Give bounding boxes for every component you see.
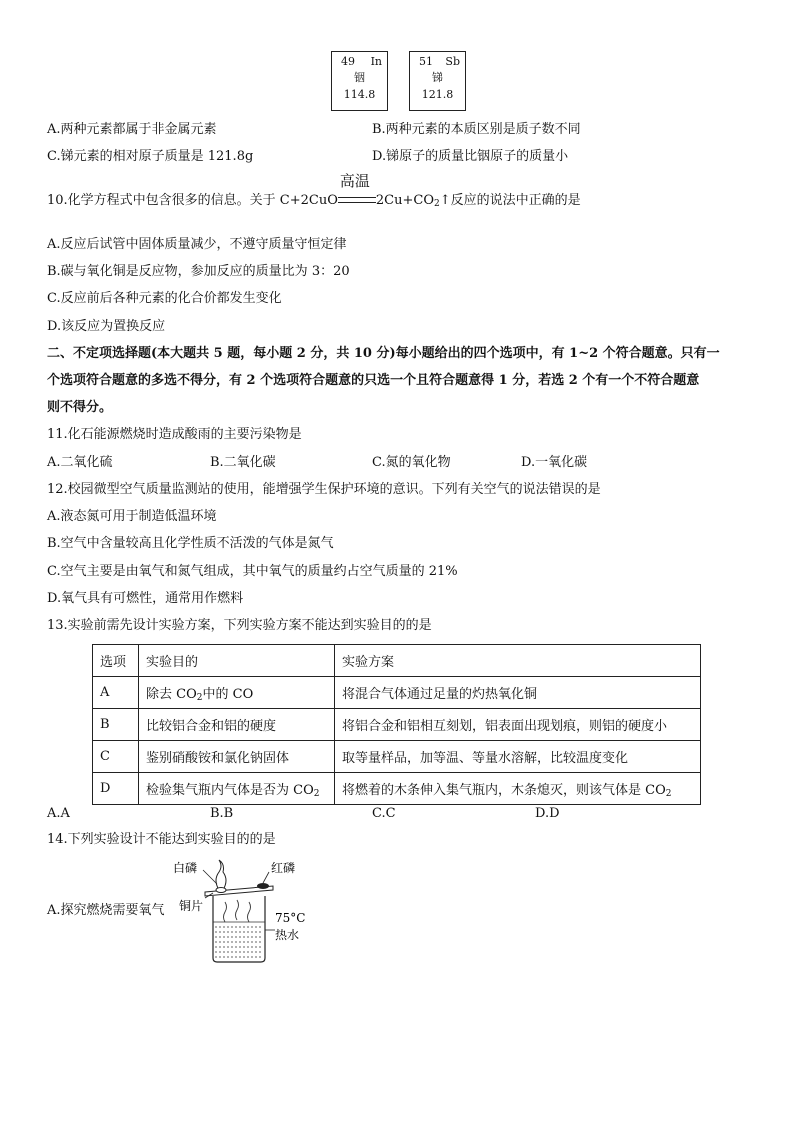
- q13-stem: 13.实验前需先设计实验方案，下列实验方案不能达到实验目的的是: [47, 618, 432, 633]
- atomic-mass: 121.8: [421, 88, 454, 101]
- table-cell-plan: 将铝合金和铝相互刻划，铝表面出现划痕，则铝的硬度小: [335, 709, 701, 741]
- element-name: 铟: [354, 71, 365, 84]
- leader-lines: [203, 870, 275, 930]
- temperature-label: 75°C: [275, 911, 306, 925]
- q11-option-b: B.二氧化碳: [210, 455, 276, 470]
- q14-stem: 14.下列实验设计不能达到实验目的的是: [47, 832, 276, 847]
- q12-option-a: A.液态氮可用于制造低温环境: [47, 509, 217, 524]
- table-cell-goal: [139, 773, 335, 805]
- q10-stem-suffix: ↑反应的说法中正确的是: [439, 193, 581, 208]
- reaction-condition-sign: [338, 171, 376, 208]
- q9-option-c: C.锑元素的相对原子质量是 121.8g: [47, 149, 254, 164]
- q13-option-d: D.D: [535, 806, 560, 821]
- table-row: [93, 773, 701, 805]
- table-cell-goal: [139, 677, 335, 709]
- red-phosphorus: [257, 883, 269, 889]
- steam-lines: [224, 900, 251, 922]
- white-phosphorus: [216, 860, 226, 893]
- q10-option-c: C.反应前后各种元素的化合价都发生变化: [47, 291, 282, 306]
- q13-option-c: C.C: [372, 806, 396, 821]
- atomic-mass: 114.8: [343, 88, 376, 101]
- combustion-experiment-figure: [165, 850, 315, 965]
- table-row: [93, 741, 701, 773]
- table-cell-goal: 鉴别硝酸铵和氯化钠固体: [139, 741, 335, 773]
- section2-line3: 则不得分。: [47, 400, 113, 415]
- element-symbol: Sb: [445, 55, 460, 68]
- goal-text-post: 中的 CO: [202, 687, 254, 702]
- q11-stem: 11.化石能源燃烧时造成酸雨的主要污染物是: [47, 427, 302, 442]
- subscript: 2: [313, 789, 320, 799]
- table-cell-option: C: [93, 741, 139, 773]
- section2-line2: 个选项符合题意的多选不得分，有 2 个选项符合题意的只选一个且符合题意得 1 分，若选 2 个有一个不符合题意: [47, 373, 700, 388]
- plan-text: 将燃着的木条伸入集气瓶内，木条熄灭，则该气体是 CO: [342, 783, 666, 798]
- table-cell-option: D: [93, 773, 139, 805]
- q11-option-d: D.一氧化碳: [521, 455, 588, 470]
- q9-option-d: D.锑原子的质量比铟原子的质量小: [372, 149, 569, 164]
- q12-option-b: B.空气中含量较高且化学性质不活泼的气体是氮气: [47, 536, 334, 551]
- q9-option-a: A.两种元素都属于非金属元素: [47, 122, 217, 137]
- q12-option-d: D.氧气具有可燃性，通常用作燃料: [47, 591, 244, 606]
- q12-option-c: C.空气主要是由氧气和氮气组成，其中氧气的质量约占空气质量的 21%: [47, 564, 458, 579]
- white-phosphorus-label: 白磷: [173, 861, 198, 875]
- table-cell-plan: [335, 773, 701, 805]
- table-header-goal: 实验目的: [139, 645, 335, 677]
- goal-text: 除去 CO: [146, 687, 197, 702]
- table-cell-option: A: [93, 677, 139, 709]
- subscript: 2: [665, 789, 672, 799]
- copper-sheet-label: 铜片: [179, 899, 204, 913]
- hot-water: [213, 922, 265, 957]
- reaction-condition: 高温: [339, 171, 370, 190]
- q11-option-a: A.二氧化硫: [47, 455, 113, 470]
- element-symbol: In: [370, 55, 382, 68]
- q10-stem: [47, 171, 581, 210]
- atomic-number: 51: [419, 55, 433, 68]
- table-header-option: 选项: [93, 645, 139, 677]
- red-phosphorus-label: 红磷: [271, 861, 296, 875]
- table-header-plan: 实验方案: [335, 645, 701, 677]
- element-card-indium: [331, 51, 388, 111]
- hot-water-label: 热水: [275, 928, 300, 942]
- q10-option-d: D.该反应为置换反应: [47, 319, 166, 334]
- q13-option-a: A.A: [47, 806, 70, 821]
- q11-option-c: C.氮的氧化物: [372, 455, 451, 470]
- q12-stem: 12.校园微型空气质量监测站的使用，能增强学生保护环境的意识。下列有关空气的说法错误的是: [47, 482, 601, 497]
- element-card-antimony: [409, 51, 466, 111]
- atomic-number: 49: [341, 55, 355, 68]
- goal-text: 检验集气瓶内气体是否为 CO: [146, 783, 314, 798]
- q10-stem-prefix: 10.化学方程式中包含很多的信息。关于 C+2CuO: [47, 193, 338, 208]
- q14-option-a: A.探究燃烧需要氧气: [47, 903, 165, 918]
- subscript: 2: [196, 693, 203, 703]
- equals-sign: [338, 197, 376, 203]
- table-cell-plan: 将混合气体通过足量的灼热氧化铜: [335, 677, 701, 709]
- table-header-row: [93, 645, 701, 677]
- table-row: [93, 677, 701, 709]
- q13-option-b: B.B: [210, 806, 234, 821]
- element-name: 锑: [432, 71, 443, 84]
- q10-stem-product: 2Cu+CO: [375, 193, 434, 208]
- subscript: 2: [434, 199, 440, 209]
- experiment-table: [92, 644, 701, 805]
- q10-option-b: B.碳与氧化铜是反应物，参加反应的质量比为 3：20: [47, 264, 350, 279]
- q9-option-b: B.两种元素的本质区别是质子数不同: [372, 122, 581, 137]
- table-cell-option: B: [93, 709, 139, 741]
- table-cell-goal: 比较铝合金和铝的硬度: [139, 709, 335, 741]
- table-cell-plan: 取等量样品，加等温、等量水溶解，比较温度变化: [335, 741, 701, 773]
- section2-line1: 二、不定项选择题(本大题共 5 题，每小题 2 分，共 10 分)每小题给出的四个选项中，有 1~2 个符合题意。只有一: [47, 346, 720, 361]
- table-row: [93, 709, 701, 741]
- q10-option-a: A.反应后试管中固体质量减少，不遵守质量守恒定律: [47, 237, 347, 252]
